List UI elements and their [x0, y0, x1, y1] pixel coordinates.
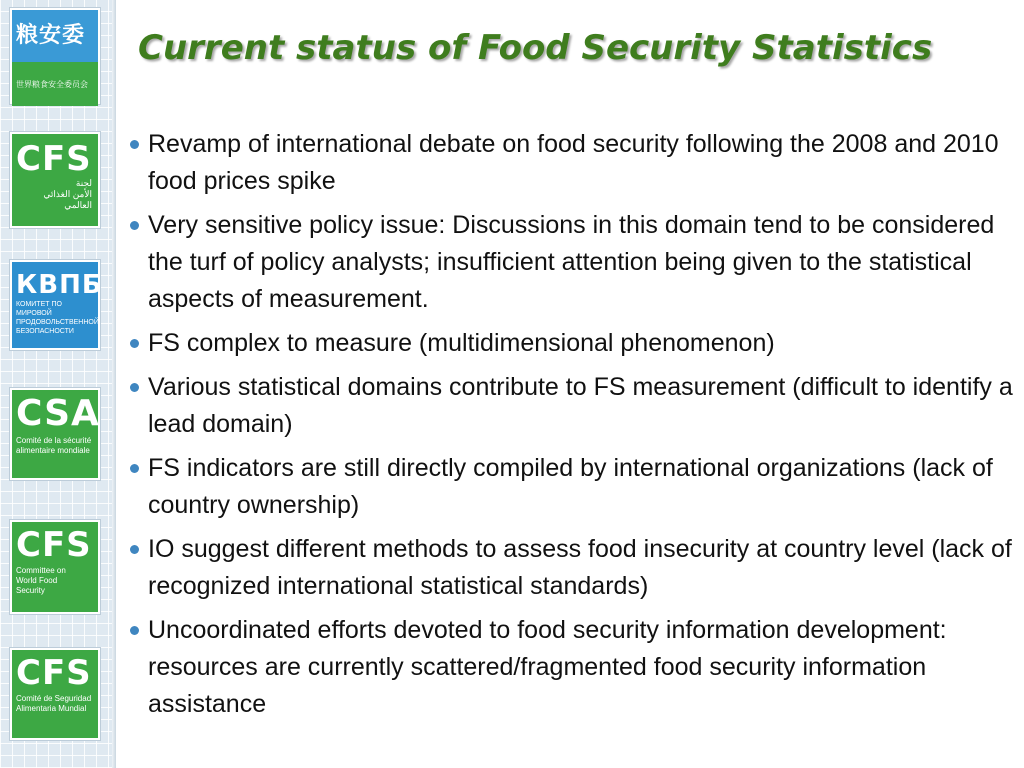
logo-text: CFS — [16, 525, 92, 565]
bullet-text: Various statistical domains contribute to FS measurement (difficult to identify a lead domain) — [148, 373, 1013, 438]
bullet-text: IO suggest different methods to assess food insecurity at country level (lack of recognized international statistical standards) — [148, 535, 1012, 600]
bullet-icon — [130, 545, 139, 554]
logo-text: CSA — [16, 393, 100, 434]
bullet-item — [128, 612, 1016, 723]
logo-cfs-arabic — [10, 132, 100, 228]
bullet-icon — [130, 626, 139, 635]
logo-cfs-russian — [10, 260, 103, 350]
bullet-item — [128, 369, 1016, 443]
bullet-text: Uncoordinated efforts devoted to food security information development: resources are currently scattered/fragmented food security information assistance — [148, 616, 947, 718]
bullet-item — [128, 207, 1016, 318]
logo-text: CFS — [16, 139, 92, 179]
bullet-icon — [130, 464, 139, 473]
logo-csa-french — [10, 388, 100, 480]
logo-caption: КОМИТЕТ ПО МИРОВОЙ ПРОДОВОЛЬСТВЕННОЙ БЕЗОПАСНОСТИ — [16, 301, 99, 335]
logo-caption: لجنة الأمن الغذائي العالمي — [43, 178, 92, 210]
bullet-icon — [130, 140, 139, 149]
logo-text: 粮安委 — [16, 23, 86, 48]
bullet-item — [128, 531, 1016, 605]
logo-cfs-spanish — [10, 648, 100, 740]
bullet-item — [128, 126, 1016, 200]
logo-text: CFS — [16, 653, 92, 693]
logo-caption: Comité de la sécurité alimentaire mondiale — [16, 436, 92, 455]
bullet-text: Revamp of international debate on food security following the 2008 and 2010 food prices spike — [148, 130, 999, 195]
bullet-text: Very sensitive policy issue: Discussions in this domain tend to be considered the turf of policy analysts; insufficient attention being given to the statistical aspects of measurement. — [148, 211, 995, 313]
logo-caption: 世界粮食安全委员会 — [12, 62, 98, 106]
logo-caption: Comité de Seguridad Alimentaria Mundial — [16, 694, 92, 713]
slide-title: Current status of Food Security Statistics — [138, 28, 933, 68]
bullet-text: FS indicators are still directly compiled by international organizations (lack of country ownership) — [148, 454, 993, 519]
bullet-icon — [130, 339, 139, 348]
bullet-text: FS complex to measure (multidimensional phenomenon) — [148, 329, 775, 357]
bullet-item — [128, 450, 1016, 524]
logo-cfs-english — [10, 520, 100, 614]
bullet-icon — [130, 383, 139, 392]
logo-cfs-chinese — [10, 8, 100, 104]
logo-text: КВПБ — [16, 270, 103, 300]
logo-sidebar — [0, 0, 116, 768]
bullet-item — [128, 325, 1016, 362]
bullet-icon — [130, 221, 139, 230]
logo-caption: Committee on World Food Security — [16, 566, 66, 595]
bullet-list — [128, 126, 1016, 730]
